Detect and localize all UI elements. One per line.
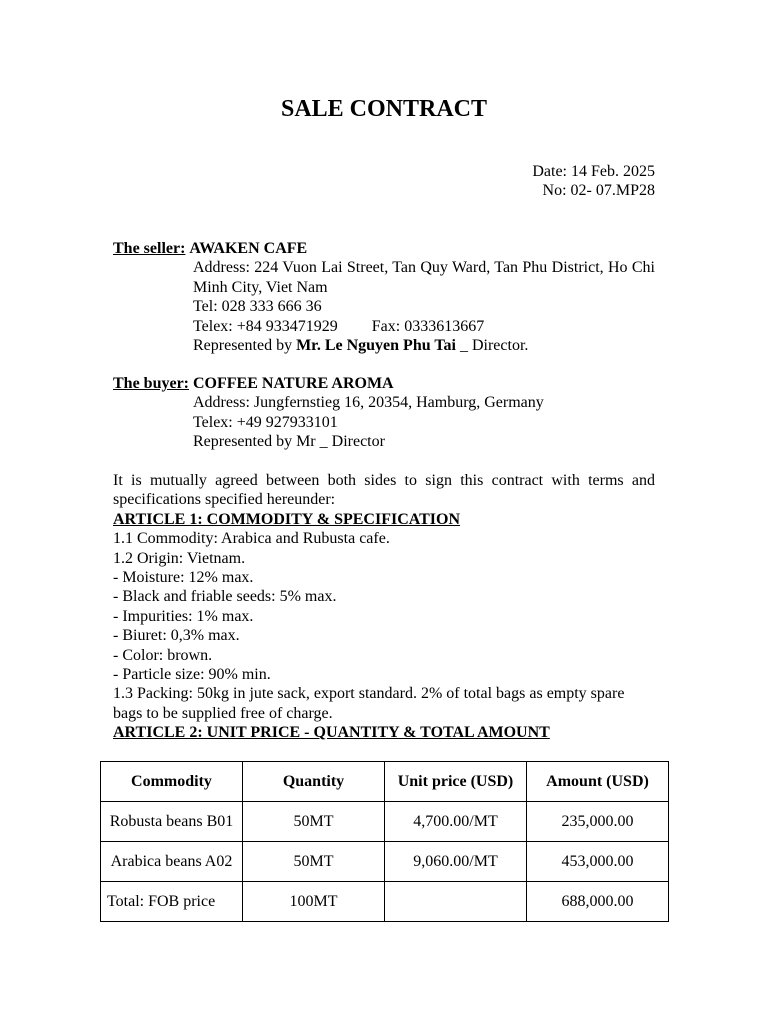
packing-paragraph: 1.3 Packing: 50kg in jute sack, export standard. 2% of total bags as empty spare bags to be supplied free of charge. xyxy=(113,685,625,722)
table-cell: 453,000.00 xyxy=(527,842,669,882)
seller-label: The seller: xyxy=(113,240,186,257)
article-1-line: - Impurities: 1% max. xyxy=(113,607,254,625)
table-cell: Robusta beans B01 xyxy=(101,802,243,842)
buyer-name: COFFEE NATURE AROMA xyxy=(193,375,394,392)
table-cell: 9,060.00/MT xyxy=(385,842,527,882)
table-cell: Total: FOB price xyxy=(101,882,243,922)
intro-paragraph: It is mutually agreed between both sides to sign this contract with terms and specifications specified hereunder: xyxy=(113,472,655,509)
column-header: Amount (USD) xyxy=(527,762,669,802)
contract-date: Date: 14 Feb. 2025 xyxy=(532,163,655,180)
column-header: Quantity xyxy=(243,762,385,802)
table-header-row xyxy=(101,762,669,802)
contract-header xyxy=(532,162,655,201)
seller-rep-prefix: Represented by xyxy=(193,337,297,355)
table-cell xyxy=(385,882,527,922)
price-table xyxy=(100,761,669,922)
table-cell: 50MT xyxy=(243,802,385,842)
article-1-line: 1.1 Commodity: Arabica and Rubusta cafe. xyxy=(113,530,390,548)
table-cell: 4,700.00/MT xyxy=(385,802,527,842)
seller-fax: Fax: 0333613667 xyxy=(371,317,485,335)
contract-body xyxy=(113,471,655,743)
table-cell: 50MT xyxy=(243,842,385,882)
table-cell: 100MT xyxy=(243,882,385,922)
table-row xyxy=(101,842,669,882)
table-row xyxy=(101,802,669,842)
article-1-line: - Color: brown. xyxy=(113,646,213,664)
table-cell: 688,000.00 xyxy=(527,882,669,922)
seller-rep-suffix: _ Director. xyxy=(455,337,529,355)
seller-address: Address: 224 Vuon Lai Street, Tan Quy Ward, Tan Phu District, Ho Chi Minh City, Viet Nam xyxy=(193,259,655,296)
document-title: SALE CONTRACT xyxy=(280,96,488,122)
buyer-label: The buyer: xyxy=(113,375,189,392)
table-cell: Arabica beans A02 xyxy=(101,842,243,882)
seller-telex-fax xyxy=(193,317,655,336)
buyer-telex: Telex: +49 927933101 xyxy=(193,413,338,431)
buyer-address: Address: Jungfernstieg 16, 20354, Hamburg, Germany xyxy=(193,394,544,412)
column-header: Unit price (USD) xyxy=(385,762,527,802)
table-total-row xyxy=(101,882,669,922)
buyer-block xyxy=(113,374,655,452)
article-1-line: - Particle size: 90% min. xyxy=(113,666,271,684)
column-header: Commodity xyxy=(101,762,243,802)
table-cell: 235,000.00 xyxy=(527,802,669,842)
seller-block xyxy=(113,239,655,355)
seller-tel: Tel: 028 333 666 36 xyxy=(193,298,322,316)
seller-representative xyxy=(193,336,655,355)
seller-name: AWAKEN CAFE xyxy=(189,240,308,257)
article-1-line: - Black and friable seeds: 5% max. xyxy=(113,588,337,606)
article-1-heading: ARTICLE 1: COMMODITY & SPECIFICATION xyxy=(113,510,461,528)
article-1-line: - Moisture: 12% max. xyxy=(113,569,254,587)
seller-telex: Telex: +84 933471929 xyxy=(193,317,338,335)
article-1-line: 1.2 Origin: Vietnam. xyxy=(113,549,246,567)
article-2-heading: ARTICLE 2: UNIT PRICE - QUANTITY & TOTAL AMOUNT xyxy=(113,724,550,742)
buyer-representative: Represented by Mr _ Director xyxy=(193,433,385,451)
contract-number: No: 02- 07.MP28 xyxy=(542,182,655,200)
seller-rep-name: Mr. Le Nguyen Phu Tai xyxy=(296,337,456,355)
article-1-line: - Biuret: 0,3% max. xyxy=(113,627,240,645)
